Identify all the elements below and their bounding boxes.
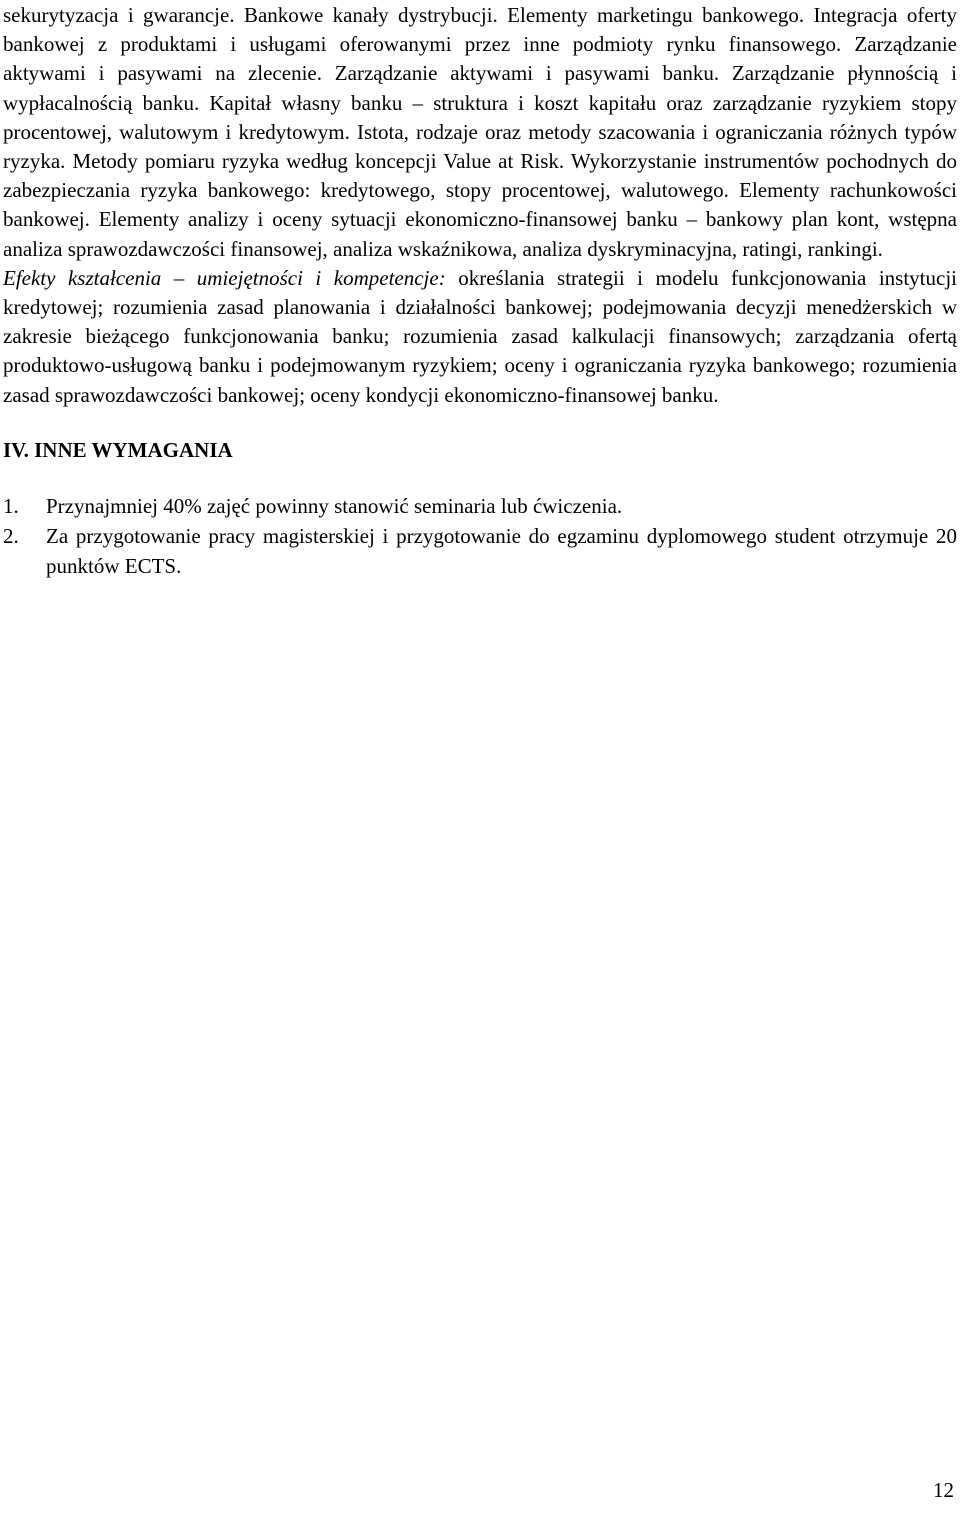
list-item-number: 2. <box>3 523 19 548</box>
document-page <box>3 0 957 581</box>
body-paragraph-2 <box>3 264 957 410</box>
list-item-text: Przynajmniej 40% zajęć powinny stanowić seminaria lub ćwiczenia. <box>46 493 623 518</box>
learning-outcomes-text: określania strategii i modelu funkcjonowania instytucji kredytowej; rozumienia zasad planowania i działalności bankowej; podejmowania decyzji menedżerskich w zakresie bieżącego funkcjonowania banku; rozumienia zasad kalkulacji finansowych; zarządzania ofertą produktowo-usługową banku i podejmowanym ryzykiem; oceny i ograniczania ryzyka bankowego; rozumienia zasad sprawozdawczości bankowej; oceny kondycji ekonomiczno-finansowej banku. <box>3 265 957 407</box>
requirements-list <box>3 491 957 581</box>
list-item <box>3 521 957 581</box>
learning-outcomes-lead: Efekty kształcenia – umiejętności i kompetencje: <box>3 265 446 290</box>
list-item-text: Za przygotowanie pracy magisterskiej i przygotowanie do egzaminu dyplomowego student otrzymuje 20 punktów ECTS. <box>46 523 957 578</box>
list-item <box>3 491 957 521</box>
section-heading: IV. INNE WYMAGANIA <box>3 437 233 462</box>
body-paragraph-1: sekurytyzacja i gwarancje. Bankowe kanały dystrybucji. Elementy marketingu bankowego. Integracja oferty bankowej z produktami i usługami oferowanymi przez inne podmioty rynku finansowego. Zarządzanie aktywami i pasywami na zlecenie. Zarządzanie aktywami i pasywami banku. Zarządzanie płynnością i wypłacalnością banku. Kapitał własny banku – struktura i koszt kapitału oraz zarządzanie ryzykiem stopy procentowej, walutowym i kredytowym. Istota, rodzaje oraz metody szacowania i ograniczania różnych typów ryzyka. Metody pomiaru ryzyka według koncepcji Value at Risk. Wykorzystanie instrumentów pochodnych do zabezpieczania ryzyka bankowego: kredytowego, stopy procentowej, walutowego. Elementy rachunkowości bankowej. Elementy analizy i oceny sytuacji ekonomiczno-finansowej banku – bankowy plan kont, wstępna analiza sprawozdawczości finansowej, analiza wskaźnikowa, analiza dyskryminacyjna, ratingi, rankingi. <box>3 3 957 261</box>
list-item-number: 1. <box>3 493 19 518</box>
page-number: 12 <box>933 1478 954 1502</box>
